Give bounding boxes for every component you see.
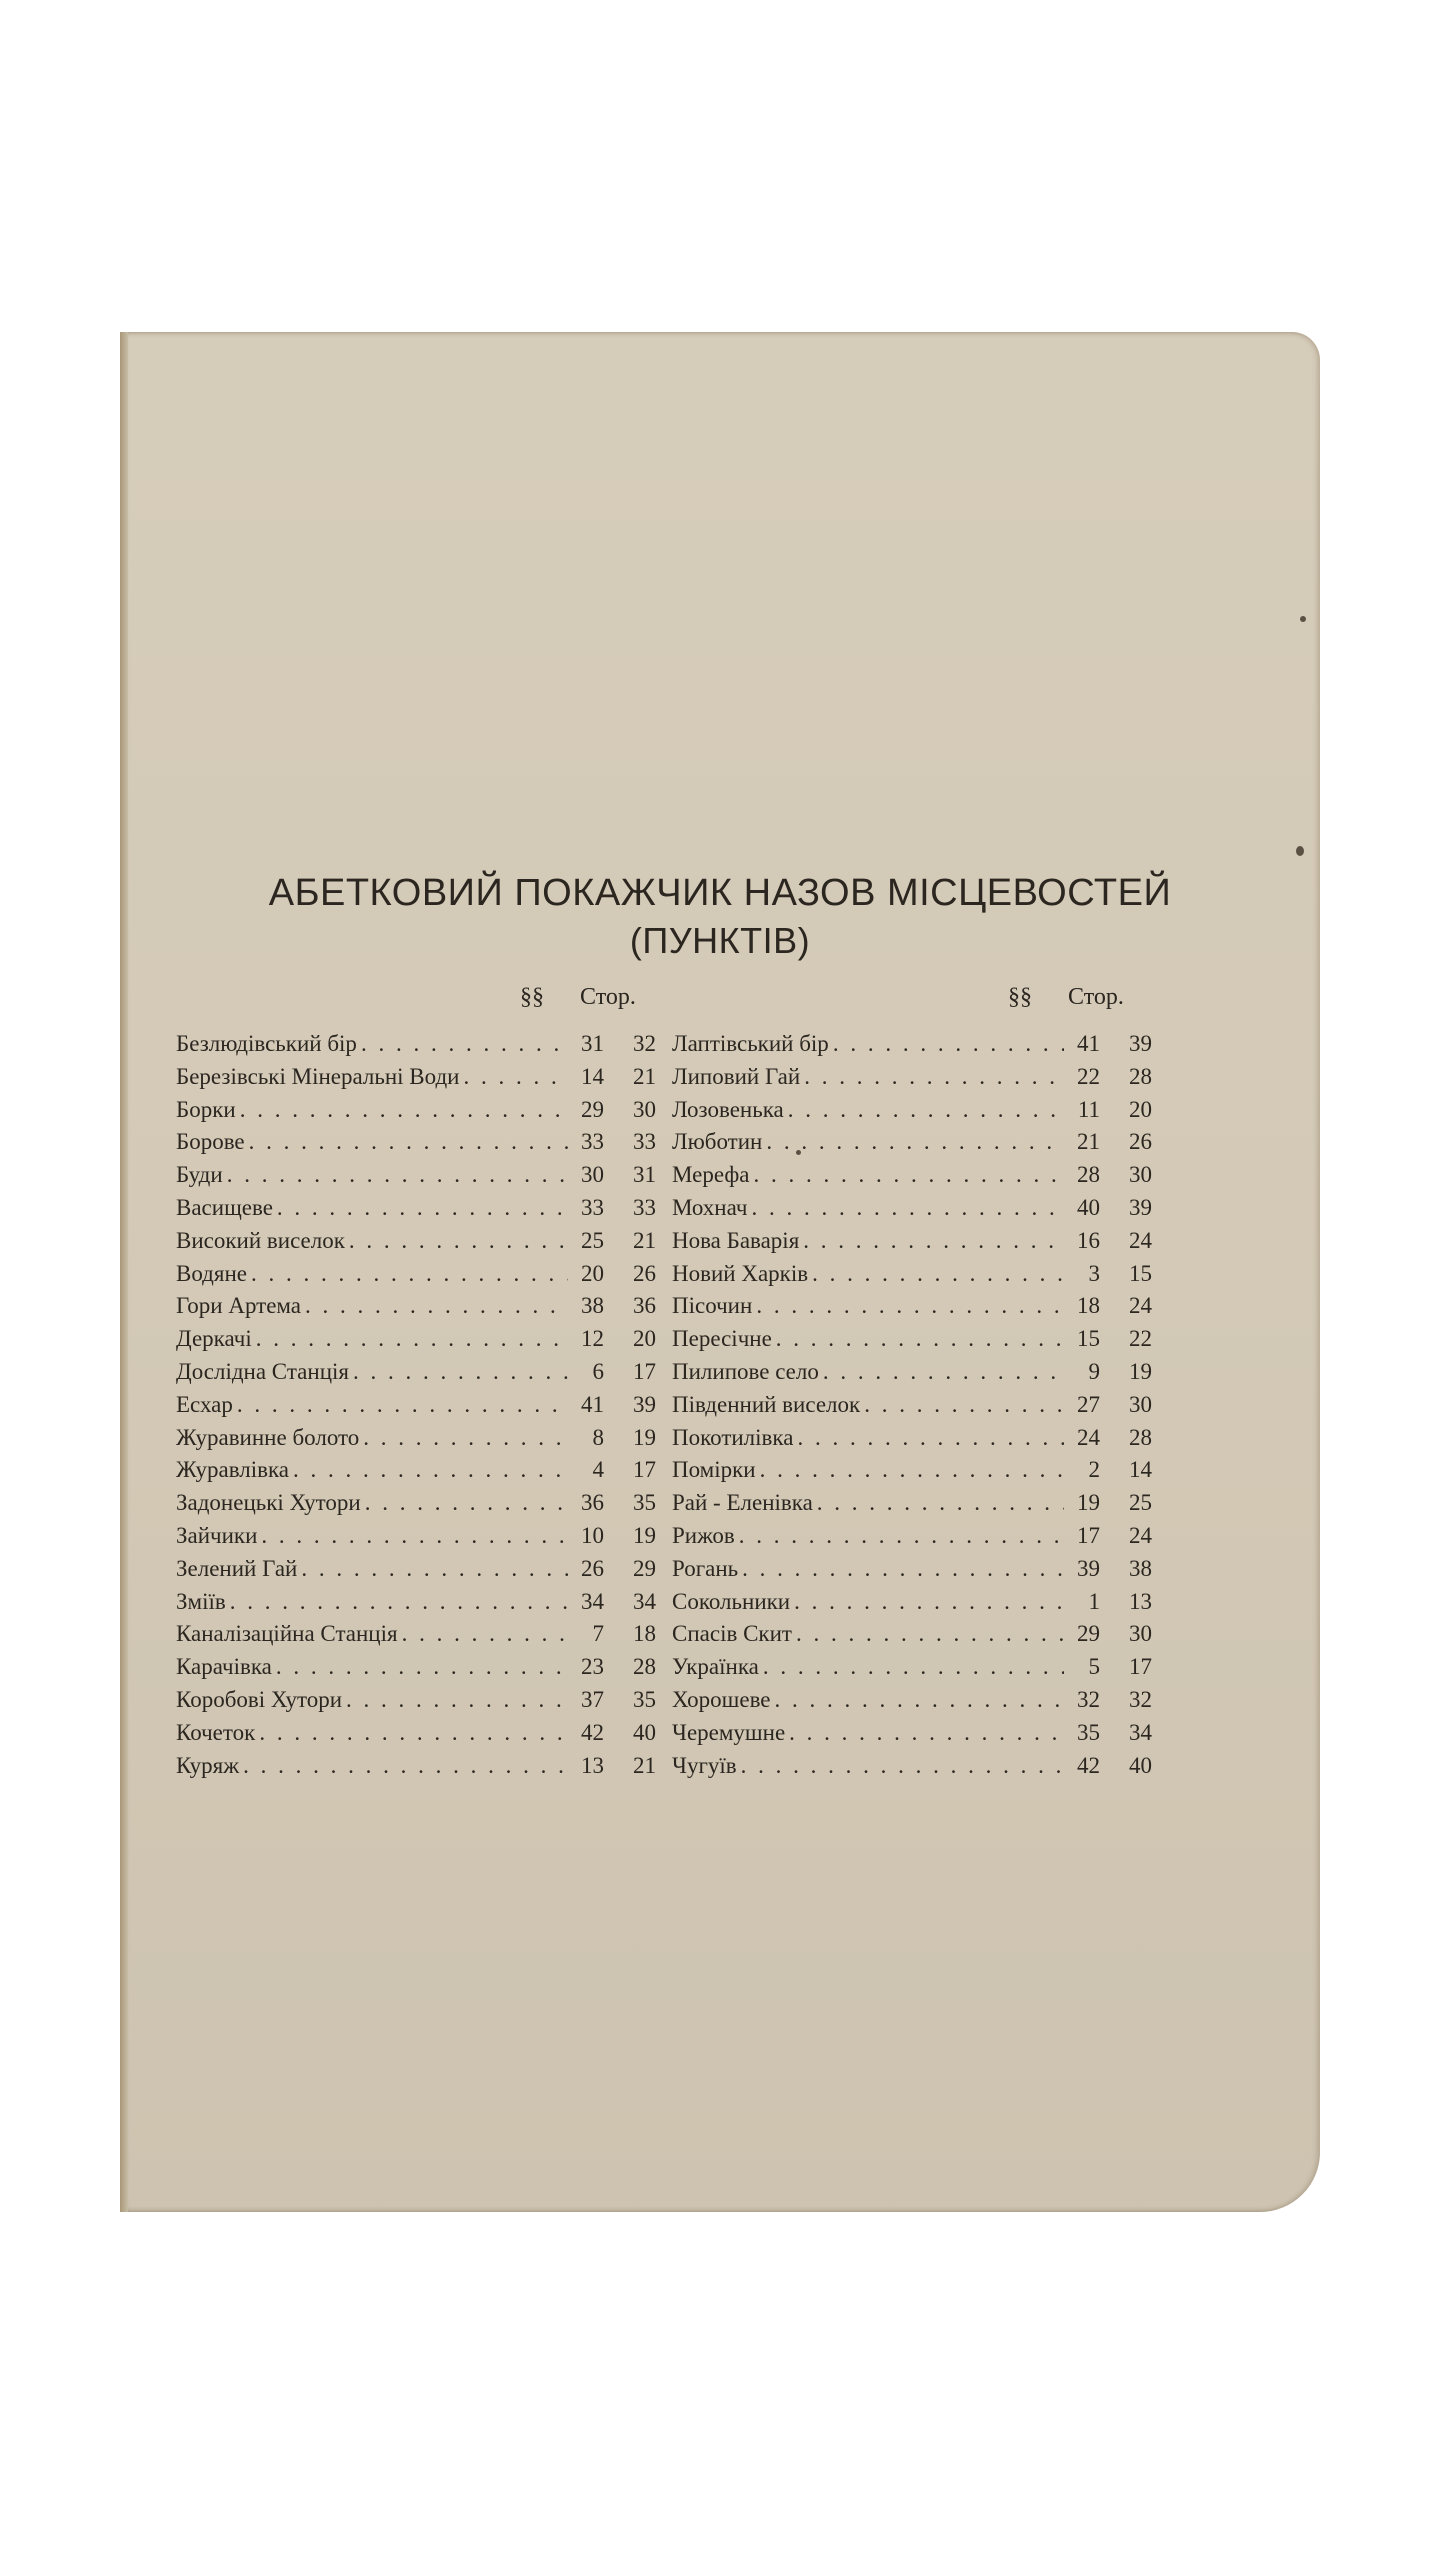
right-section-header: §§ [1008, 984, 1032, 1010]
entry-place-name-text: Покотилівка [672, 1424, 794, 1450]
entry-place-name [672, 1094, 1064, 1127]
entry-place-name-text: Нова Баварія [672, 1227, 800, 1253]
entry-section-number: 37 [581, 1686, 604, 1712]
entry-section-number: 36 [581, 1490, 604, 1516]
index-entry [672, 1389, 1152, 1422]
page-binding-edge [120, 332, 128, 2212]
index-entry [176, 1356, 656, 1389]
entry-place-name-text: Гори Артема [176, 1293, 302, 1319]
entry-place-name [672, 1126, 1064, 1159]
entry-place-name [176, 1422, 568, 1455]
entry-section-number: 33 [581, 1129, 604, 1155]
entry-place-name [672, 1225, 1064, 1258]
entry-place-name-text: Водяне [176, 1260, 247, 1286]
entry-place-name-text: Люботин [672, 1129, 763, 1155]
entry-section-number: 42 [581, 1719, 604, 1745]
entry-place-name [672, 1061, 1064, 1094]
entry-place-name-text: Есхар [176, 1391, 233, 1417]
entry-section-number: 8 [592, 1424, 604, 1450]
index-column-left [176, 1028, 656, 1782]
entry-place-name-text: Березівські Мінеральні Води [176, 1063, 460, 1089]
entry-place-name [672, 1520, 1064, 1553]
entry-place-name [672, 1258, 1064, 1291]
entry-page-number: 19 [633, 1522, 656, 1548]
entry-section-number: 6 [592, 1358, 604, 1384]
entry-section-number: 22 [1077, 1063, 1100, 1089]
entry-place-name [176, 1684, 568, 1717]
entry-place-name-text: Дослідна Станція [176, 1358, 349, 1384]
entry-page-number: 21 [633, 1752, 656, 1778]
entry-section-number: 33 [581, 1194, 604, 1220]
entry-place-name-text: Деркачі [176, 1326, 252, 1352]
index-entry [176, 1192, 656, 1225]
entry-page-number: 33 [633, 1129, 656, 1155]
index-entry [176, 1126, 656, 1159]
entry-page-number: 33 [633, 1194, 656, 1220]
entry-page-number: 24 [1129, 1227, 1152, 1253]
entry-section-number: 17 [1077, 1522, 1100, 1548]
entry-section-number: 41 [581, 1391, 604, 1417]
index-entry [672, 1684, 1152, 1717]
index-entry [672, 1192, 1152, 1225]
index-entry [176, 1094, 656, 1127]
entry-page-number: 17 [633, 1457, 656, 1483]
entry-section-number: 29 [581, 1096, 604, 1122]
entry-place-name [176, 1290, 568, 1323]
entry-page-number: 14 [1129, 1457, 1152, 1483]
entry-section-number: 28 [1077, 1162, 1100, 1188]
index-entry [176, 1159, 656, 1192]
entry-place-name [176, 1389, 568, 1422]
entry-place-name [176, 1553, 568, 1586]
index-entry [176, 1717, 656, 1750]
entry-section-number: 2 [1088, 1457, 1100, 1483]
entry-page-number: 19 [633, 1424, 656, 1450]
entry-page-number: 32 [633, 1031, 656, 1056]
entry-page-number: 32 [1129, 1686, 1152, 1712]
entry-page-number: 34 [1129, 1719, 1152, 1745]
entry-page-number: 30 [1129, 1621, 1152, 1647]
entry-page-number: 19 [1129, 1358, 1152, 1384]
entry-place-name-text: Пилипове село [672, 1358, 819, 1384]
entry-place-name [672, 1290, 1064, 1323]
entry-place-name [176, 1258, 568, 1291]
entry-place-name [176, 1323, 568, 1356]
entry-place-name [672, 1422, 1064, 1455]
entry-place-name [672, 1553, 1064, 1586]
entry-place-name [672, 1717, 1064, 1750]
entry-place-name-text: Хорошеве [672, 1686, 771, 1712]
entry-section-number: 1 [1088, 1588, 1100, 1614]
index-entry [672, 1618, 1152, 1651]
entry-place-name-text: Мерефа [672, 1162, 750, 1188]
entry-place-name-text: Лозовенька [672, 1096, 784, 1122]
index-title: АБЕТКОВИЙ ПОКАЖЧИК НАЗОВ МІСЦЕВОСТЕЙ [268, 872, 1172, 914]
entry-page-number: 34 [633, 1588, 656, 1614]
entry-place-name-text: Високий виселок [176, 1227, 345, 1253]
entry-section-number: 31 [581, 1031, 604, 1056]
entry-page-number: 15 [1129, 1260, 1152, 1286]
entry-section-number: 24 [1077, 1424, 1100, 1450]
book-page [120, 332, 1320, 2212]
index-entry [672, 1225, 1152, 1258]
entry-section-number: 30 [581, 1162, 604, 1188]
entry-page-number: 24 [1129, 1293, 1152, 1319]
entry-section-number: 20 [581, 1260, 604, 1286]
entry-section-number: 38 [581, 1293, 604, 1319]
entry-section-number: 35 [1077, 1719, 1100, 1745]
index-column-right [672, 1028, 1152, 1782]
index-entry [672, 1159, 1152, 1192]
index-entry [176, 1258, 656, 1291]
entry-place-name [672, 1192, 1064, 1225]
entry-page-number: 20 [1129, 1096, 1152, 1122]
paper-speck [1300, 616, 1306, 622]
entry-page-number: 17 [633, 1358, 656, 1384]
entry-place-name [176, 1094, 568, 1127]
entry-place-name [176, 1520, 568, 1553]
index-entry [672, 1520, 1152, 1553]
entry-section-number: 26 [581, 1555, 604, 1581]
entry-place-name [176, 1192, 568, 1225]
entry-section-number: 15 [1077, 1326, 1100, 1352]
entry-place-name-text: Південний виселок [672, 1391, 861, 1417]
entry-section-number: 32 [1077, 1686, 1100, 1712]
index-entry [176, 1487, 656, 1520]
entry-section-number: 42 [1077, 1752, 1100, 1778]
entry-place-name-text: Журавинне болото [176, 1424, 360, 1450]
entry-place-name-text: Буди [176, 1162, 223, 1188]
entry-place-name-text: Спасів Скит [672, 1621, 792, 1647]
entry-place-name [672, 1618, 1064, 1651]
entry-section-number: 3 [1088, 1260, 1100, 1286]
entry-place-name [672, 1651, 1064, 1684]
entry-place-name [672, 1750, 1064, 1783]
entry-place-name-text: Зміїв [176, 1588, 226, 1614]
entry-place-name-text: Новий Харків [672, 1260, 809, 1286]
index-entry [672, 1750, 1152, 1783]
entry-page-number: 30 [1129, 1391, 1152, 1417]
entry-page-number: 25 [1129, 1490, 1152, 1516]
index-entry [672, 1028, 1152, 1061]
index-entry [176, 1750, 656, 1783]
entry-place-name-text: Коробові Хутори [176, 1686, 343, 1712]
index-entry [672, 1651, 1152, 1684]
entry-page-number: 39 [633, 1391, 656, 1417]
index-entry [176, 1520, 656, 1553]
entry-place-name-text: Рай - Еленівка [672, 1490, 813, 1516]
entry-page-number: 30 [1129, 1162, 1152, 1188]
entry-place-name [672, 1323, 1064, 1356]
index-entry [672, 1487, 1152, 1520]
entry-place-name-text: Безлюдівський бір [176, 1031, 357, 1056]
entry-page-number: 28 [1129, 1424, 1152, 1450]
index-subtitle: (ПУНКТІВ) [629, 920, 811, 961]
index-entry [672, 1553, 1152, 1586]
entry-place-name-text: Борове [176, 1129, 245, 1155]
index-entry [176, 1028, 656, 1061]
entry-place-name [672, 1159, 1064, 1192]
entry-place-name [176, 1028, 568, 1061]
entry-place-name-text: Борки [176, 1096, 236, 1122]
entry-place-name-text: Куряж [176, 1752, 240, 1778]
entry-place-name-text: Сокольники [672, 1588, 791, 1614]
entry-page-number: 18 [633, 1621, 656, 1647]
index-entry [176, 1684, 656, 1717]
entry-place-name [176, 1126, 568, 1159]
entry-section-number: 34 [581, 1588, 604, 1614]
entry-page-number: 20 [633, 1326, 656, 1352]
index-entry [176, 1323, 656, 1356]
entry-page-number: 31 [633, 1162, 656, 1188]
entry-place-name [176, 1717, 568, 1750]
index-entry [176, 1618, 656, 1651]
index-entry [672, 1094, 1152, 1127]
entry-section-number: 41 [1077, 1031, 1100, 1056]
entry-section-number: 13 [581, 1752, 604, 1778]
entry-section-number: 11 [1077, 1096, 1100, 1122]
entry-place-name [176, 1454, 568, 1487]
index-entry [672, 1061, 1152, 1094]
entry-page-number: 28 [1129, 1063, 1152, 1089]
entry-page-number: 26 [1129, 1129, 1152, 1155]
entry-place-name [672, 1454, 1064, 1487]
entry-page-number: 21 [633, 1227, 656, 1253]
entry-page-number: 17 [1129, 1654, 1152, 1680]
entry-section-number: 12 [581, 1326, 604, 1352]
entry-page-number: 38 [1129, 1555, 1152, 1581]
index-entry [672, 1290, 1152, 1323]
entry-section-number: 40 [1077, 1194, 1100, 1220]
index-entry [672, 1717, 1152, 1750]
entry-place-name-text: Каналізаційна Станція [176, 1621, 398, 1647]
entry-page-number: 36 [633, 1293, 656, 1319]
entry-place-name [176, 1061, 568, 1094]
right-page-header: Стор. [1068, 984, 1124, 1010]
entry-place-name [672, 1028, 1064, 1061]
entry-section-number: 27 [1077, 1391, 1100, 1417]
entry-page-number: 13 [1129, 1588, 1152, 1614]
index-entry [176, 1061, 656, 1094]
entry-place-name [672, 1684, 1064, 1717]
entry-section-number: 14 [581, 1063, 604, 1089]
entry-place-name [672, 1586, 1064, 1619]
entry-page-number: 29 [633, 1555, 656, 1581]
entry-place-name-text: Лаптівський бір [672, 1031, 829, 1056]
entry-section-number: 18 [1077, 1293, 1100, 1319]
index-entry [672, 1356, 1152, 1389]
entry-page-number: 30 [633, 1096, 656, 1122]
entry-place-name-text: Помірки [672, 1457, 756, 1483]
entry-place-name [176, 1225, 568, 1258]
entry-section-number: 16 [1077, 1227, 1100, 1253]
entry-place-name-text: Чугуїв [672, 1752, 737, 1778]
entry-place-name [176, 1356, 568, 1389]
index-entry [672, 1454, 1152, 1487]
entry-place-name [176, 1159, 568, 1192]
left-page-header: Стор. [580, 984, 636, 1010]
index-entry [672, 1323, 1152, 1356]
entry-page-number: 26 [633, 1260, 656, 1286]
entry-place-name [176, 1651, 568, 1684]
index-entry [672, 1586, 1152, 1619]
index-entry [176, 1553, 656, 1586]
entry-section-number: 7 [592, 1621, 604, 1647]
entry-page-number: 35 [633, 1490, 656, 1516]
entry-section-number: 23 [581, 1654, 604, 1680]
entry-place-name-text: Васищеве [176, 1194, 273, 1220]
entry-section-number: 29 [1077, 1621, 1100, 1647]
entry-place-name [176, 1750, 568, 1783]
entry-place-name [176, 1618, 568, 1651]
entry-section-number: 10 [581, 1522, 604, 1548]
entry-page-number: 39 [1129, 1031, 1152, 1056]
entry-place-name-text: Липовий Гай [672, 1063, 801, 1089]
entry-place-name-text: Рогань [672, 1555, 739, 1581]
entry-place-name-text: Кочеток [176, 1719, 256, 1745]
entry-section-number: 25 [581, 1227, 604, 1253]
entry-place-name-text: Пісочин [672, 1293, 753, 1319]
entry-page-number: 21 [633, 1063, 656, 1089]
entry-page-number: 40 [1129, 1752, 1152, 1778]
entry-place-name-text: Зайчики [176, 1522, 258, 1548]
entry-place-name-text: Журавлівка [176, 1457, 290, 1483]
entry-place-name-text: Задонецькі Хутори [176, 1490, 361, 1516]
entry-place-name-text: Пересічне [672, 1326, 772, 1352]
paper-speck [1296, 846, 1304, 856]
index-entry [176, 1225, 656, 1258]
index-entry [176, 1586, 656, 1619]
entry-place-name [176, 1487, 568, 1520]
entry-place-name-text: Черемушне [672, 1719, 786, 1745]
entry-place-name [672, 1487, 1064, 1520]
entry-page-number: 22 [1129, 1326, 1152, 1352]
entry-section-number: 19 [1077, 1490, 1100, 1516]
entry-section-number: 9 [1088, 1358, 1100, 1384]
entry-place-name-text: Українка [672, 1654, 759, 1680]
entry-section-number: 39 [1077, 1555, 1100, 1581]
entry-page-number: 24 [1129, 1522, 1152, 1548]
index-entry [176, 1422, 656, 1455]
entry-section-number: 21 [1077, 1129, 1100, 1155]
index-entry [176, 1454, 656, 1487]
index-entry [176, 1290, 656, 1323]
entry-place-name [672, 1389, 1064, 1422]
index-entry [176, 1651, 656, 1684]
index-entry [672, 1126, 1152, 1159]
entry-page-number: 40 [633, 1719, 656, 1745]
entry-page-number: 35 [633, 1686, 656, 1712]
entry-place-name-text: Карачівка [176, 1654, 272, 1680]
index-entry [672, 1422, 1152, 1455]
entry-place-name-text: Мохнач [672, 1194, 748, 1220]
entry-place-name-text: Рижов [672, 1522, 735, 1548]
entry-place-name-text: Зелений Гай [176, 1555, 298, 1581]
entry-page-number: 39 [1129, 1194, 1152, 1220]
entry-place-name [672, 1356, 1064, 1389]
left-section-header: §§ [520, 984, 544, 1010]
index-entry [176, 1389, 656, 1422]
entry-page-number: 28 [633, 1654, 656, 1680]
entry-section-number: 4 [592, 1457, 604, 1483]
index-entry [672, 1258, 1152, 1291]
entry-section-number: 5 [1088, 1654, 1100, 1680]
entry-place-name [176, 1586, 568, 1619]
